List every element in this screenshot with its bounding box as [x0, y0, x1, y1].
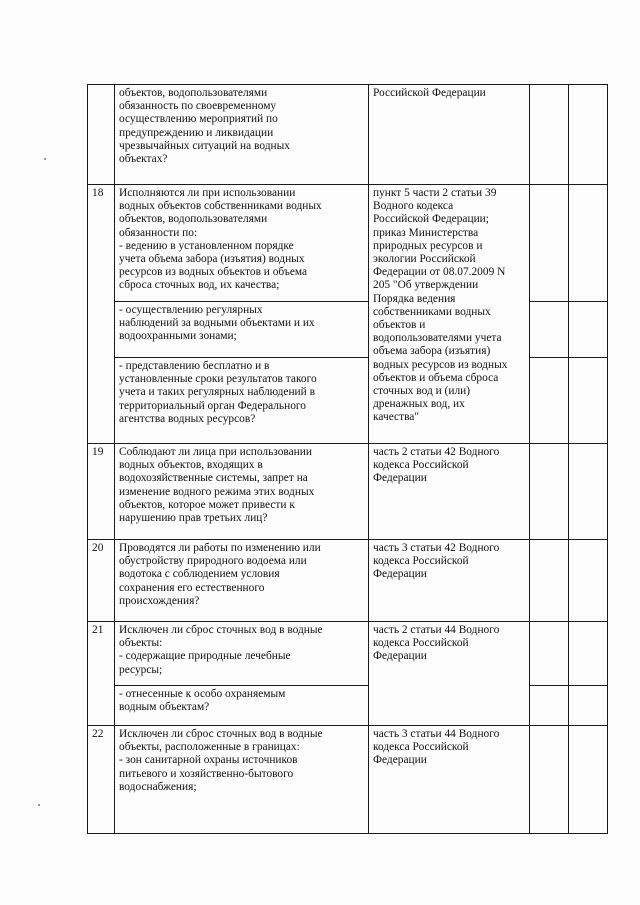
question-cell — [115, 85, 369, 185]
table-row — [88, 302, 608, 358]
answer-cell[interactable] — [569, 302, 608, 358]
table-row — [88, 85, 608, 185]
answer-cell[interactable] — [569, 686, 608, 726]
question-cell — [115, 726, 369, 834]
row-number: 22 — [88, 726, 115, 834]
reference-text: Российской Федерации — [373, 87, 486, 99]
reference-cell — [369, 444, 530, 540]
question-text: Исключен ли сброс сточных вод в водные объекты: - содержащие природные лечебные ресурсы; — [119, 624, 323, 676]
sub-question-cell — [115, 686, 369, 726]
question-cell — [115, 622, 369, 686]
table-row — [88, 358, 608, 444]
row-number: 21 — [88, 622, 115, 726]
question-text: Проводятся ли работы по изменению или обустройству природного водоема или водотока с соблюдением условия сохранения его естественного происхождения? — [119, 542, 321, 607]
table-row — [88, 622, 608, 686]
question-cell — [115, 185, 369, 302]
answer-cell[interactable] — [530, 85, 569, 185]
answer-cell[interactable] — [569, 622, 608, 686]
reference-text: часть 3 статьи 42 Водного кодекса Российской Федерации — [373, 542, 500, 581]
table-row — [88, 686, 608, 726]
row-number: 18 — [88, 185, 115, 444]
answer-cell[interactable] — [569, 726, 608, 834]
answer-cell[interactable] — [569, 358, 608, 444]
answer-cell[interactable] — [530, 185, 569, 302]
sub-question-cell — [115, 358, 369, 444]
sub-question-text: - отнесенные к особо охраняемым водным объектам? — [119, 688, 286, 714]
row-number: 19 — [88, 444, 115, 540]
answer-cell[interactable] — [569, 444, 608, 540]
sub-question-text: - представлению бесплатно и в установленные сроки результатов такого учета и таких регулярных наблюдений в территориальный орган Федерального агентства водных ресурсов? — [119, 360, 317, 425]
table-row — [88, 444, 608, 540]
answer-cell[interactable] — [569, 185, 608, 302]
reference-cell — [369, 185, 530, 444]
answer-cell[interactable] — [569, 85, 608, 185]
checklist-table — [87, 84, 608, 834]
answer-cell[interactable] — [530, 622, 569, 686]
sub-question-cell — [115, 302, 369, 358]
answer-cell[interactable] — [530, 444, 569, 540]
answer-cell[interactable] — [530, 540, 569, 622]
answer-cell[interactable] — [530, 358, 569, 444]
answer-cell[interactable] — [530, 726, 569, 834]
table-row — [88, 726, 608, 834]
table-row — [88, 185, 608, 302]
reference-cell — [369, 622, 530, 726]
question-text: объектов, водопользователями обязанность по своевременному осуществлению мероприятий по предупреждению и ликвидации чрезвычайных ситуаций на водных объектах? — [119, 87, 290, 166]
table-row — [88, 540, 608, 622]
question-text: Исключен ли сброс сточных вод в водные объекты, расположенные в границах: - зон санитарной охраны источников питьевого и хозяйственно-бытового водоснабжения; — [119, 728, 323, 793]
question-cell — [115, 444, 369, 540]
answer-cell[interactable] — [530, 686, 569, 726]
reference-text: часть 3 статьи 44 Водного кодекса Российской Федерации — [373, 728, 500, 767]
scan-speck — [44, 158, 46, 160]
answer-cell[interactable] — [569, 540, 608, 622]
reference-cell — [369, 540, 530, 622]
sub-question-text: - осуществлению регулярных наблюдений за водными объектами и их водоохранными зонами; — [119, 304, 315, 343]
answer-cell[interactable] — [530, 302, 569, 358]
reference-text: часть 2 статьи 44 Водного кодекса Российской Федерации — [373, 624, 500, 663]
reference-text: часть 2 статьи 42 Водного кодекса Российской Федерации — [373, 446, 500, 485]
question-text: Исполняются ли при использовании водных объектов собственниками водных объектов, водопользователями обязанности по: - ведению в установленном порядке учета объема забора (изъятия) водных ресурсов из водных объектов и объема сброса сточных вод, их качества; — [119, 187, 322, 292]
question-text: Соблюдают ли лица при использовании водных объектов, входящих в водохозяйственные системы, запрет на изменение водного режима этих водных объектов, которое может привести к нарушению прав третьих лиц? — [119, 446, 315, 525]
scan-speck — [38, 804, 40, 806]
reference-cell — [369, 85, 530, 185]
reference-text: пункт 5 части 2 статьи 39 Водного кодекса Российской Федерации; приказ Министерства природных ресурсов и экологии Российской Федерации от 08.07.2009 N 205 "Об утверждении Порядка ведения собственниками водных объектов и водопользователями учета объема забора (изъятия) водных ресурсов из водных объектов и объема сброса сточных вод и (или) дренажных вод, их качества" — [373, 187, 508, 424]
reference-cell — [369, 726, 530, 834]
question-cell — [115, 540, 369, 622]
row-number: 20 — [88, 540, 115, 622]
row-number — [88, 85, 115, 185]
